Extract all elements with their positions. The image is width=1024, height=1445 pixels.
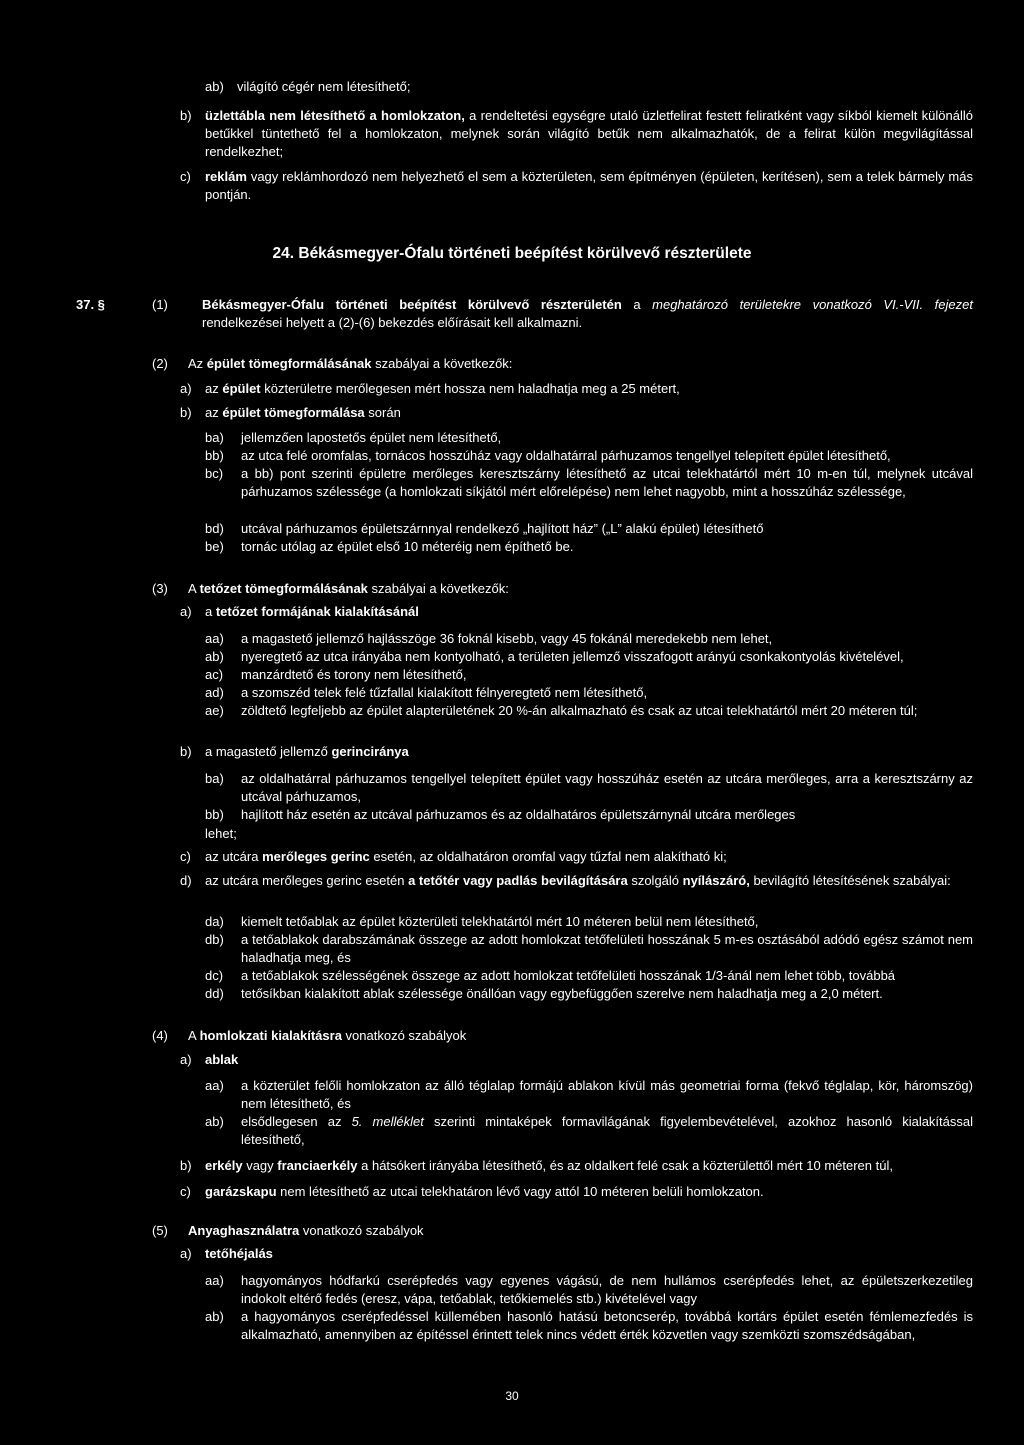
paragraph-5-intro: (5) Anyaghasználatra vonatkozó szabályok [152,1223,424,1238]
item-2be: be) tornác utólag az épület első 10 méteréig nem építhető be. [205,539,574,554]
item-3bb: bb) hajlított ház esetén az utcával párhuzamos és az oldalhatáros épületszárnynál utcára merőleges [205,807,796,822]
item-5a: a) tetőhéjalás [180,1246,273,1261]
item-text: reklám vagy reklámhordozó nem helyezhető el sem a közterületen, sem építményen (épületen, kerítésen), sem a telek bármely más pontján. [205,169,973,202]
item-bold: reklám [205,169,247,184]
item-label: ab) [205,79,224,94]
item-5ab: ab) a hagyományos cserépfedéssel küllemében hasonló hatású betoncserép, továbbá kortárs épület esetén fémlemezfedés is alkalmazható, amennyiben az építéssel érintett telek nincs védett érték közvetlen vagy szemközti szomszédságában, [205,1309,973,1342]
item-4a: a) ablak [180,1052,239,1067]
item-label: c) [180,169,191,184]
item-2bb: bb) az utca felé oromfalas, tornácos hosszúház vagy oldalhatárral párhuzamos tengellyel telepített épület létesíthető, [205,448,891,463]
item-4b: b) erkély vagy franciaerkély a hátsókert irányába létesíthető, és az oldalkert felé csak a közterülettől mért 10 méteren túl, [180,1158,893,1173]
item-label: b) [180,108,192,123]
item-2a: a) az épület közterületre merőlegesen mért hossza nem haladhatja meg a 25 métert, [180,381,680,396]
item-4ab: ab) elsődlegesen az 5. melléklet szerinti mintaképek formavilágának figyelembevételével, azokhoz hasonló kialakítással létesíthető, [205,1114,974,1147]
paragraph-label: (2) [152,356,168,371]
page-number: 30 [505,1389,519,1403]
item-2bd: bd) utcával párhuzamos épületszárnnyal rendelkező „hajlított ház” („L” alakú épület) létesíthető [205,521,764,536]
item-text: üzlettábla nem létesíthető a homlokzaton, a rendeltetési egységre utaló üzletfelirat festett feliratként vagy síkból kiemelt különálló betűkkel tüntethető fel a homlokzaton, melynek során világító betűk nem alkalmazhatók, de a felirat külön megvilágítással rendelkezhet; [205,108,973,159]
item-3a: a) a tetőzet formájának kialakításánál [180,604,419,619]
item-3aa: aa) a magastető jellemző hajlásszöge 36 foknál kisebb, vagy 45 fokánál meredekebb nem lehet, [205,631,773,646]
item-5aa: aa) hagyományos hódfarkú cserépfedés vagy egyenes vágású, de nem hullámos cserépfedés lehet, az épületszerkezetileg indokolt eltérő fedés (eresz, vápa, tetőablak, tetőkiemelés stb.) kivételével vagy [205,1273,973,1306]
section-number: 37. § [76,297,105,312]
item-2b: b) az épület tömegformálása során [180,405,401,420]
section-heading: 24. Békásmegyer-Ófalu történeti beépítést körülvevő részterülete [272,245,752,262]
item-3c: c) az utcára merőleges gerinc esetén, az oldalhatáron oromfal vagy tűzfal nem alakítható ki; [180,849,727,864]
paragraph-2-intro: (2) Az épület tömegformálásának szabályai a következők: [152,356,513,371]
item-2ba: ba) jellemzően lapostetős épület nem létesíthető, [205,430,502,445]
paragraph-text: Békásmegyer-Ófalu történeti beépítést körülvevő részterületén a meghatározó területekre vonatkozó VI.-VII. fejezet rendelkezései helyett a (2)-(6) bekezdés előírásait kell alkalmazni. [202,297,973,330]
paragraph-1 [152,296,973,332]
paragraph-label: (1) [152,297,168,312]
item-3ae: ae) zöldtető legfeljebb az épület alapterületének 20 %-án alkalmazható és csak az utcai telekhatártól mért 20 méteren túl; [205,703,918,718]
item-3dd: dd) tetősíkban kialakított ablak szélessége önállóan vagy egybefüggően szerelve nem haladhatja meg a 2,0 métert. [205,986,883,1001]
item-bold: üzlettábla nem létesíthető a homlokzaton, [205,108,465,123]
item-text: világító cégér nem létesíthető; [237,79,411,94]
item-3ad: ad) a szomszéd telek felé tűzfallal kialakított félnyeregtető nem létesíthető, [205,685,648,700]
item-3da: da) kiemelt tetőablak az épület közterületi telekhatártól mért 10 méteren belül nem létesíthető, [205,914,759,929]
item-4aa: aa) a közterület felőli homlokzaton az álló téglalap formájú ablakon kívül más geometriai forma (fekvő téglalap, kör, háromszög) nem létesíthető, és [205,1078,973,1111]
item-c-reklam [180,168,973,204]
item-3d: d) az utcára merőleges gerinc esetén a tetőtér vagy padlás bevilágítására szolgáló nyílászáró, bevilágító létesítésének szabályai: [180,873,951,888]
item-3dc: dc) a tetőablakok szélességének összege az adott homlokzat tetőfelületi hosszának 1/3-ánál nem lehet több, továbbá [205,968,896,983]
item-2bc: bc) a bb) pont szerinti épületre merőleges keresztszárny létesíthető az utcai telekhatártól mért 10 m-en túl, melynek utcával párhuzamos szélessége (a homlokzati síkjától mért előrelépése) nem lehet nagyobb, mint a hosszúház szélessége, [205,466,973,499]
paragraph-4-intro: (4) A homlokzati kialakításra vonatkozó szabályok [152,1028,467,1043]
item-3ac: ac) manzárdtető és torony nem létesíthető, [205,667,467,682]
item-ab-cegér [205,78,825,96]
item-3bb-continuation: lehet; [205,826,237,841]
item-3b: b) a magastető jellemző gerinciránya [180,744,409,759]
item-b-uzlettabla [180,107,973,161]
paragraph-3-intro: (3) A tetőzet tömegformálásának szabályai a következők: [152,581,509,596]
item-4c: c) garázskapu nem létesíthető az utcai telekhatáron lévő vagy attól 10 méteren belüli homlokzaton. [180,1184,764,1199]
item-3ba: ba) az oldalhatárral párhuzamos tengellyel telepített épület vagy hosszúház esetén az utcára merőleges, arra a keresztszárny az utcával párhuzamos, [205,771,973,804]
item-3ab: ab) nyeregtető az utca irányába nem kontyolható, a területen jellemző visszafogott arányú csonkakontyolás kivételével, [205,649,904,664]
item-3db: db) a tetőablakok darabszámának összege az adott homlokzat tetőfelületi hosszának 5 m-es osztásából adódó egész számot nem haladhatja meg, és [205,932,973,965]
